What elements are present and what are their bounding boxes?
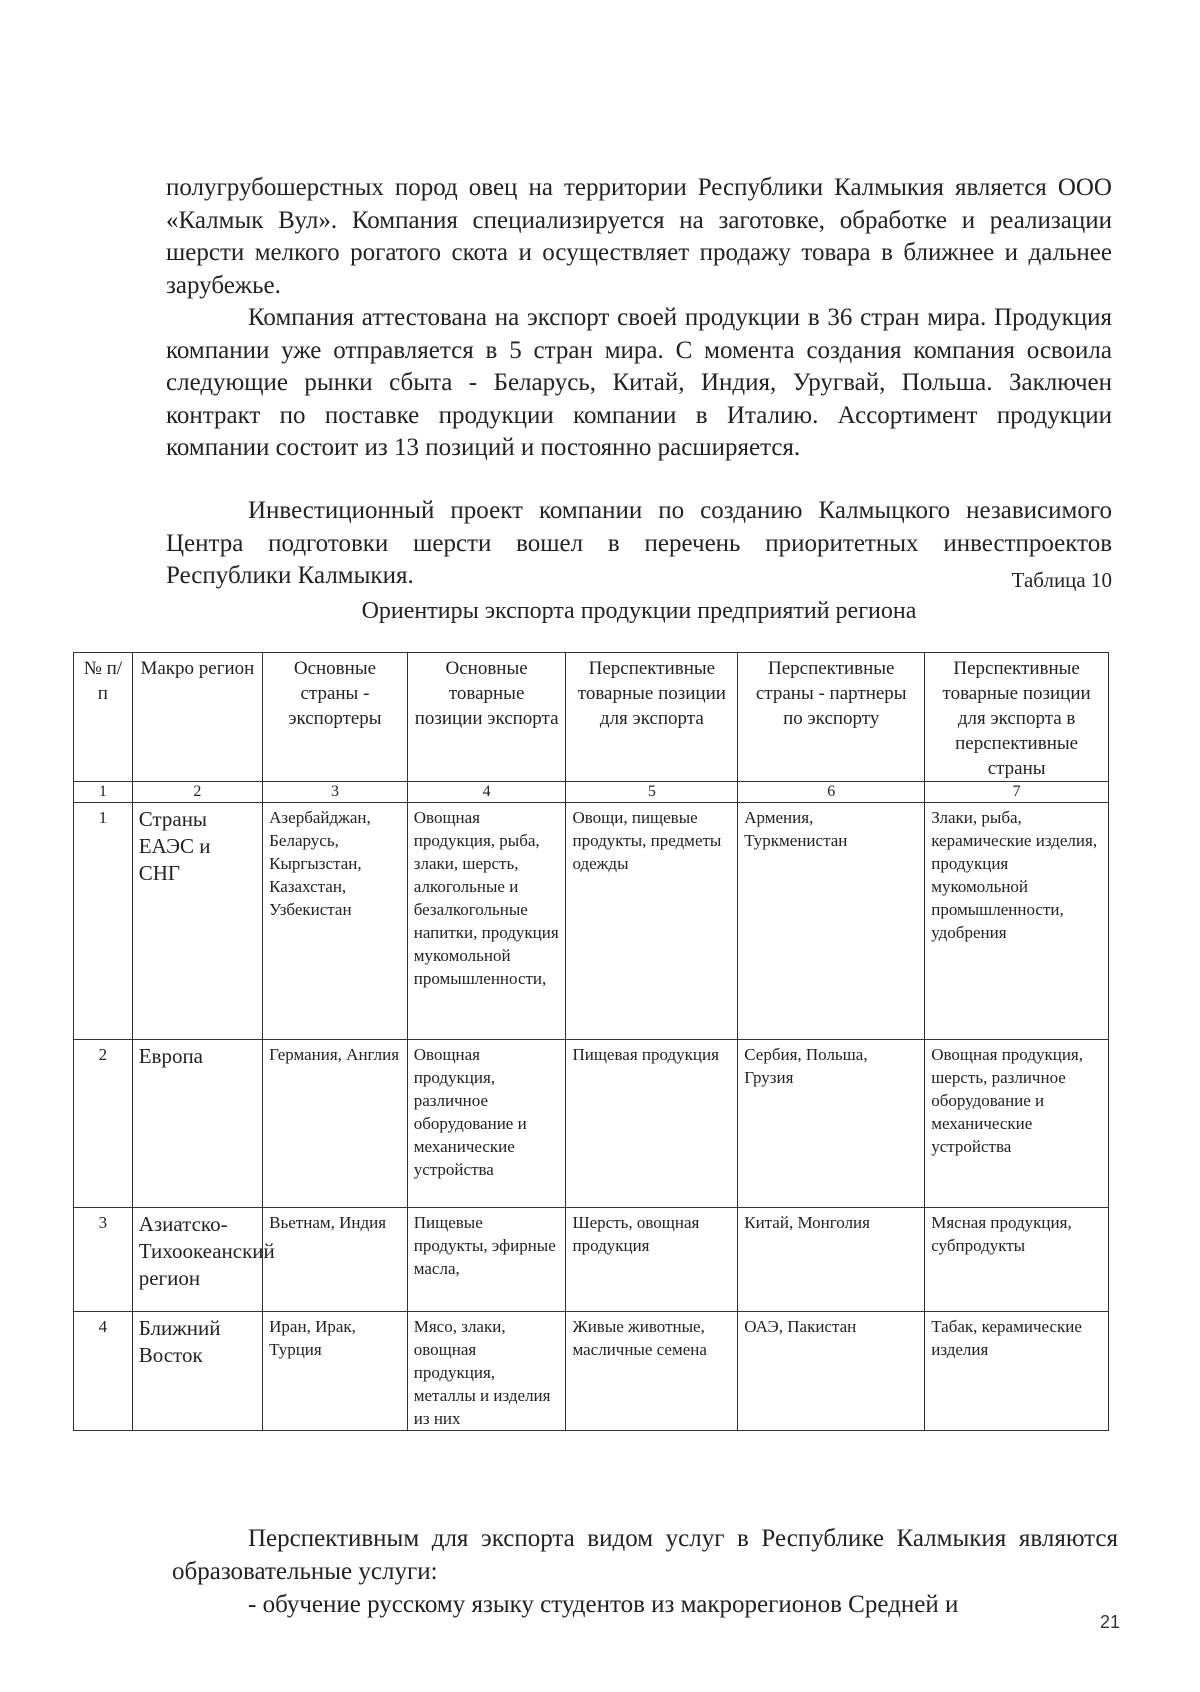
row-exporters: Германия, Англия xyxy=(263,1040,408,1208)
row-prospective-positions: Овощи, пищевые продукты, предметы одежды xyxy=(566,803,738,1040)
row-prospective-positions: Пищевая продукция xyxy=(566,1040,738,1208)
paragraph-kalmyk-wool: полугрубошерстных пород овец на территории Республики Калмыкия является ООО «Калмык Вул». Компания специализируется на заготовке, обработке и реализации шерсти мелкого рогатого скота и осуществляет продажу товара в ближнее и дальнее зарубежье. xyxy=(166,174,1112,299)
export-orientation-table xyxy=(73,652,1109,1431)
header-macro-region: Макро регион xyxy=(132,653,262,782)
row-partner-positions: Табак, керамические изделия xyxy=(925,1312,1109,1431)
table-row xyxy=(74,803,1109,1040)
row-number: 2 xyxy=(74,1040,133,1208)
paragraph-educational-services: Перспективным для экспорта видом услуг в Республике Калмыкия являются образовательные услуги: xyxy=(172,1525,1118,1585)
row-exporters: Азербайджан, Беларусь, Кыргызстан, Казахстан, Узбекистан xyxy=(263,803,408,1040)
column-number: 5 xyxy=(566,782,738,803)
row-partners: Китай, Монголия xyxy=(738,1208,925,1312)
row-number: 4 xyxy=(74,1312,133,1431)
table-row xyxy=(74,1208,1109,1312)
header-prospective-positions: Перспективные товарные позиции для экспорта xyxy=(566,653,738,782)
row-exporters: Иран, Ирак, Турция xyxy=(263,1312,408,1431)
paragraph-investment-project: Инвестиционный проект компании по созданию Калмыцкого независимого Центра подготовки шерсти вошел в перечень приоритетных инвестпроектов Республики Калмыкия. xyxy=(166,497,1112,589)
header-partner-positions: Перспективные товарные позиции для экспорта в перспективные страны xyxy=(925,653,1109,782)
header-prospective-partners: Перспективные страны - партнеры по экспорту xyxy=(738,653,925,782)
row-number: 3 xyxy=(74,1208,133,1312)
column-number: 3 xyxy=(263,782,408,803)
row-prospective-positions: Живые животные, масличные семена xyxy=(566,1312,738,1431)
row-partner-positions: Овощная продукция, шерсть, различное оборудование и механические устройства xyxy=(925,1040,1109,1208)
row-main-positions: Овощная продукция, рыба, злаки, шерсть, алкогольные и безалкогольные напитки, продукция мукомольной промышленности, xyxy=(407,803,566,1040)
row-number: 1 xyxy=(74,803,133,1040)
row-main-positions: Пищевые продукты, эфирные масла, xyxy=(407,1208,566,1312)
column-number-row xyxy=(74,782,1109,803)
table-header-row xyxy=(74,653,1109,782)
column-number: 7 xyxy=(925,782,1109,803)
table-row xyxy=(74,1040,1109,1208)
row-region: Ближний Восток xyxy=(132,1312,262,1431)
column-number: 4 xyxy=(407,782,566,803)
paragraph-russian-language-teaching: - обучение русскому языку студентов из макрорегионов Средней и xyxy=(248,1591,959,1618)
row-exporters: Вьетнам, Индия xyxy=(263,1208,408,1312)
column-number: 6 xyxy=(738,782,925,803)
row-partner-positions: Мясная продукция, субпродукты xyxy=(925,1208,1109,1312)
row-partner-positions: Злаки, рыба, керамические изделия, продукция мукомольной промышленности, удобрения xyxy=(925,803,1109,1040)
column-number: 1 xyxy=(74,782,133,803)
page-number: 21 xyxy=(1099,1612,1120,1632)
header-main-exporters: Основные страны - экспортеры xyxy=(263,653,408,782)
paragraph-export-certification: Компания аттестована на экспорт своей продукции в 36 стран мира. Продукция компании уже отправляется в 5 стран мира. С момента создания компания освоила следующие рынки сбыта - Беларусь, Китай, Индия, Уругвай, Польша. Заключен контракт по поставке продукции компании в Италию. Ассортимент продукции компании состоит из 13 позиций и постоянно расширяется. xyxy=(166,304,1112,461)
table-title: Ориентиры экспорта продукции предприятий региона xyxy=(361,598,917,624)
table-caption: Таблица 10 xyxy=(1011,568,1112,592)
header-number: № п/п xyxy=(74,653,133,782)
row-partners: ОАЭ, Пакистан xyxy=(738,1312,925,1431)
row-main-positions: Мясо, злаки, овощная продукция, металлы и изделия из них xyxy=(407,1312,566,1431)
row-main-positions: Овощная продукция, различное оборудование и механические устройства xyxy=(407,1040,566,1208)
row-partners: Сербия, Польша, Грузия xyxy=(738,1040,925,1208)
row-partners: Армения, Туркменистан xyxy=(738,803,925,1040)
row-prospective-positions: Шерсть, овощная продукция xyxy=(566,1208,738,1312)
header-main-positions: Основные товарные позиции экспорта xyxy=(407,653,566,782)
row-region: Страны ЕАЭС и СНГ xyxy=(132,803,262,1040)
row-region: Азиатско-Тихоокеанский регион xyxy=(132,1208,262,1312)
row-region: Европа xyxy=(132,1040,262,1208)
column-number: 2 xyxy=(132,782,262,803)
table-row xyxy=(74,1312,1109,1431)
